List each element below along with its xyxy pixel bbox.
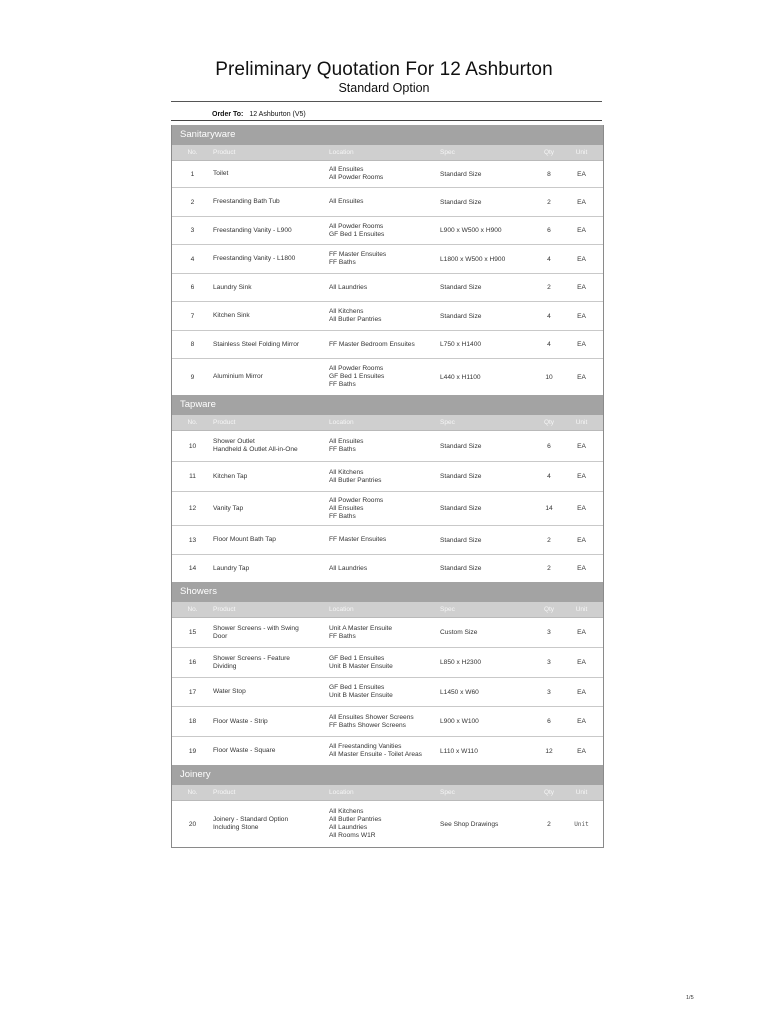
cell-product: Laundry Sink xyxy=(213,283,252,291)
cell-product: Stainless Steel Folding Mirror xyxy=(213,340,300,348)
cell-unit: EA xyxy=(577,629,586,636)
cell-no: 20 xyxy=(188,820,197,828)
cell-no: 8 xyxy=(190,341,195,348)
cell-spec: Standard Size xyxy=(440,284,482,291)
cell-spec: L440 x H1100 xyxy=(440,373,481,381)
cell-no: 1 xyxy=(190,170,195,178)
cell-qty: 10 xyxy=(545,373,553,381)
table-row xyxy=(172,245,603,274)
cell-product: Freestanding Bath Tub xyxy=(213,198,280,205)
table-row xyxy=(172,648,603,678)
column-header-unit: Unit xyxy=(575,606,588,613)
cell-unit: EA xyxy=(577,747,586,755)
column-header-location: Location xyxy=(329,788,354,796)
order-to-line xyxy=(212,111,306,118)
cell-product: Floor Waste - Strip xyxy=(213,717,268,725)
column-header-product: Product xyxy=(213,605,236,613)
cell-qty: 6 xyxy=(547,718,551,725)
column-header-unit: Unit xyxy=(575,149,588,156)
cell-spec: Standard Size xyxy=(440,565,482,572)
cell-qty: 3 xyxy=(547,629,551,636)
cell-no: 3 xyxy=(190,227,195,234)
order-to-value: 12 Ashburton (V5) xyxy=(249,111,306,118)
cell-spec: L110 x W110 xyxy=(440,747,478,755)
cell-qty: 4 xyxy=(547,473,551,480)
order-divider xyxy=(171,120,602,121)
cell-product: Freestanding Vanity - L1800 xyxy=(213,255,296,262)
section-title: Tapware xyxy=(172,395,603,415)
column-header-unit: Unit xyxy=(575,789,588,796)
cell-qty: 2 xyxy=(547,536,551,544)
table-row xyxy=(172,678,603,707)
column-header-product: Product xyxy=(213,788,236,796)
cell-location: FF Master Bedroom Ensuites xyxy=(329,340,415,348)
column-header-product: Product xyxy=(213,418,236,426)
cell-unit: EA xyxy=(577,473,586,480)
cell-qty: 3 xyxy=(547,659,551,666)
cell-spec: Standard Size xyxy=(440,442,482,450)
cell-location: All Laundries xyxy=(329,564,368,572)
quotation-table xyxy=(171,125,604,848)
cell-location: All Kitchens All Butler Pantries xyxy=(329,468,382,484)
table-row xyxy=(172,737,603,765)
cell-product: Shower Screens - with Swing Door xyxy=(213,624,299,640)
page-number: 1/5 xyxy=(686,995,694,1001)
table-header-row xyxy=(172,145,603,161)
cell-spec: See Shop Drawings xyxy=(440,820,499,828)
table-header-row xyxy=(172,602,603,618)
cell-unit: EA xyxy=(577,284,586,291)
table-header-row xyxy=(172,415,603,431)
cell-qty: 6 xyxy=(547,227,551,234)
cell-qty: 6 xyxy=(547,442,551,450)
cell-qty: 4 xyxy=(547,312,551,320)
cell-no: 18 xyxy=(188,718,197,725)
cell-no: 12 xyxy=(188,505,197,512)
section-sanitaryware xyxy=(172,125,603,395)
table-row xyxy=(172,188,603,217)
column-header-no: No. xyxy=(187,149,198,156)
column-header-qty: Qty xyxy=(543,789,555,796)
column-header-qty: Qty xyxy=(543,149,555,156)
cell-product: Floor Mount Bath Tap xyxy=(213,536,276,543)
cell-location: All Laundries xyxy=(329,283,368,291)
cell-no: 10 xyxy=(188,442,197,450)
cell-qty: 2 xyxy=(547,198,551,206)
column-header-no: No. xyxy=(187,606,198,613)
table-row xyxy=(172,431,603,462)
cell-spec: Standard Size xyxy=(440,312,482,320)
cell-product: Laundry Tap xyxy=(213,564,250,572)
section-tapware xyxy=(172,395,603,582)
column-header-location: Location xyxy=(329,148,354,156)
column-header-spec: Spec xyxy=(440,149,455,156)
column-header-spec: Spec xyxy=(440,419,455,426)
cell-no: 13 xyxy=(188,536,197,544)
cell-unit: EA xyxy=(577,565,586,572)
cell-product: Toilet xyxy=(213,170,229,177)
cell-unit: EA xyxy=(577,659,586,666)
cell-no: 6 xyxy=(190,284,195,291)
cell-location: All Ensuites xyxy=(329,198,364,205)
cell-location: GF Bed 1 Ensuites Unit B Master Ensuite xyxy=(329,684,393,699)
cell-unit: EA xyxy=(577,341,586,348)
cell-unit: EA xyxy=(577,255,586,263)
cell-spec: L900 x W100 xyxy=(440,718,479,725)
table-row xyxy=(172,359,603,395)
cell-spec: L750 x H1400 xyxy=(440,341,482,348)
order-to-label: Order To: xyxy=(212,111,244,118)
cell-location: All Powder Rooms All Ensuites FF Baths xyxy=(329,496,384,520)
column-header-qty: Qty xyxy=(543,419,555,426)
cell-no: 15 xyxy=(188,629,197,636)
cell-spec: L1800 x W500 x H900 xyxy=(440,255,506,263)
cell-product: Vanity Tap xyxy=(213,504,244,512)
cell-qty: 8 xyxy=(547,170,551,178)
cell-no: 14 xyxy=(188,565,197,572)
column-header-product: Product xyxy=(213,148,236,156)
cell-unit: EA xyxy=(577,688,586,696)
cell-unit: EA xyxy=(577,505,586,512)
column-header-spec: Spec xyxy=(440,789,455,796)
cell-qty: 4 xyxy=(547,255,551,263)
cell-spec: Custom Size xyxy=(440,629,478,636)
cell-product: Shower Screens - Feature Dividing xyxy=(213,654,290,670)
cell-spec: Standard Size xyxy=(440,505,482,512)
cell-product: Aluminium Mirror xyxy=(213,373,263,380)
cell-product: Shower Outlet Handheld & Outlet All-in-One xyxy=(213,438,298,453)
table-row xyxy=(172,161,603,188)
cell-location: All Ensuites FF Baths xyxy=(329,438,364,453)
cell-location: All Powder Rooms GF Bed 1 Ensuites xyxy=(329,222,385,238)
cell-spec: Standard Size xyxy=(440,536,482,544)
cell-no: 17 xyxy=(188,688,197,696)
table-row xyxy=(172,331,603,359)
cell-no: 2 xyxy=(190,198,195,206)
table-row xyxy=(172,555,603,582)
cell-spec: L1450 x W60 xyxy=(440,688,479,696)
cell-product: Freestanding Vanity - L900 xyxy=(213,226,292,234)
table-row xyxy=(172,618,603,648)
cell-location: All Ensuites All Powder Rooms xyxy=(329,166,384,181)
cell-no: 4 xyxy=(190,255,195,263)
cell-product: Kitchen Tap xyxy=(213,472,248,480)
section-showers xyxy=(172,582,603,765)
cell-qty: 14 xyxy=(545,505,553,512)
cell-unit: Unit xyxy=(574,820,589,828)
table-row xyxy=(172,217,603,245)
column-header-no: No. xyxy=(187,419,198,426)
cell-location: All Ensuites Shower Screens FF Baths Shower Screens xyxy=(329,713,414,729)
cell-no: 11 xyxy=(189,473,196,480)
cell-location: All Freestanding Vanities All Master Ensuite - Toilet Areas xyxy=(329,743,422,758)
cell-no: 9 xyxy=(190,373,195,381)
table-row xyxy=(172,526,603,555)
cell-location: All Kitchens All Butler Pantries xyxy=(329,308,382,323)
section-title: Sanitaryware xyxy=(172,125,603,145)
cell-unit: EA xyxy=(577,227,586,234)
column-header-location: Location xyxy=(329,605,354,613)
cell-qty: 2 xyxy=(547,284,551,291)
cell-product: Water Stop xyxy=(213,688,246,695)
cell-product: Kitchen Sink xyxy=(213,312,250,319)
cell-no: 19 xyxy=(188,747,197,755)
cell-unit: EA xyxy=(577,442,586,450)
table-row xyxy=(172,302,603,331)
column-header-spec: Spec xyxy=(440,606,455,613)
cell-location: GF Bed 1 Ensuites Unit B Master Ensuite xyxy=(329,654,393,670)
section-joinery xyxy=(172,765,603,847)
cell-spec: L850 x H2300 xyxy=(440,659,482,666)
document-title: Preliminary Quotation For 12 Ashburton xyxy=(215,59,553,80)
cell-location: Unit A Master Ensuite FF Baths xyxy=(329,624,393,640)
column-header-qty: Qty xyxy=(543,606,555,613)
cell-spec: Standard Size xyxy=(440,170,482,178)
cell-qty: 2 xyxy=(547,565,551,572)
column-header-unit: Unit xyxy=(575,419,588,426)
cell-unit: EA xyxy=(577,718,586,725)
table-row xyxy=(172,707,603,737)
section-title: Joinery xyxy=(172,765,603,785)
cell-spec: Standard Size xyxy=(440,198,482,206)
column-header-location: Location xyxy=(329,418,354,426)
cell-no: 7 xyxy=(190,312,195,320)
cell-no: 16 xyxy=(188,659,197,666)
title-divider xyxy=(171,101,602,102)
cell-location: All Powder Rooms GF Bed 1 Ensuites FF Baths xyxy=(329,365,385,388)
cell-qty: 4 xyxy=(547,341,551,348)
cell-spec: L900 x W500 x H900 xyxy=(440,227,502,234)
cell-location: FF Master Ensuites FF Baths xyxy=(329,251,387,266)
cell-qty: 3 xyxy=(547,688,551,696)
cell-unit: EA xyxy=(577,312,586,320)
cell-unit: EA xyxy=(577,373,586,381)
section-title: Showers xyxy=(172,582,603,602)
table-row xyxy=(172,462,603,492)
cell-spec: Standard Size xyxy=(440,473,482,480)
cell-qty: 12 xyxy=(545,747,553,755)
cell-qty: 2 xyxy=(547,820,551,828)
cell-location: FF Master Ensuites xyxy=(329,536,387,543)
cell-unit: EA xyxy=(577,198,586,206)
cell-product: Joinery - Standard Option Including Stone xyxy=(213,816,289,831)
column-header-no: No. xyxy=(187,789,198,796)
cell-location: All Kitchens All Butler Pantries All Laundries All Rooms W1R xyxy=(329,808,382,839)
cell-unit: EA xyxy=(577,536,586,544)
table-header-row xyxy=(172,785,603,801)
cell-product: Floor Waste - Square xyxy=(213,747,276,754)
document-subtitle: Standard Option xyxy=(338,81,430,95)
table-row xyxy=(172,274,603,302)
table-row xyxy=(172,801,603,847)
table-row xyxy=(172,492,603,526)
cell-unit: EA xyxy=(577,170,586,178)
